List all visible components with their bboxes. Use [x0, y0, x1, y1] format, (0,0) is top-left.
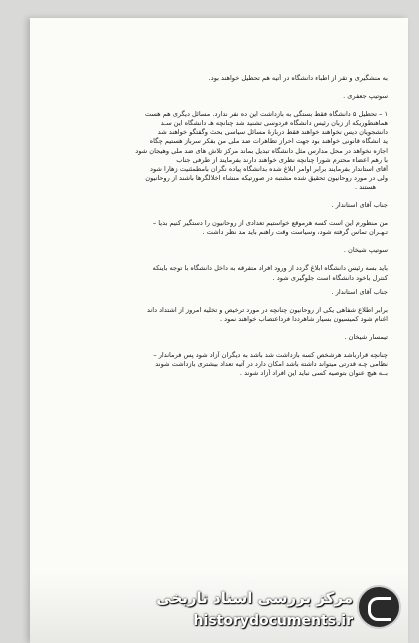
- text-line: هماهنطوریکه از زبان رئیس دانشگاه فردوسی تشنید شد چنانچه هـ دانشگاه این سـد: [160, 119, 388, 128]
- text-line: سوتیپ شیخان .: [343, 246, 388, 255]
- document-text: [50, 74, 388, 378]
- watermark-band: [30, 573, 408, 643]
- text-line: سوتیپ جعفری .: [343, 92, 388, 101]
- text-line: اجازه نخواهد در محل مدارس مثل دانشگاه تبدیل بماند مرکز تلاش های ضد ملی وهیجان شود: [135, 146, 388, 155]
- text-line: اغنام شود کمیسیون بسیار شاهرددا فرداعتصاب خواهند نمود .: [219, 314, 388, 323]
- text-line: ولی در مورد روحانیون تحقیق شده مشتبه در صورتیکه منشاء اخلالگرها باشند از روحانیون: [145, 173, 388, 182]
- text-line: با رهم اعضاء محترم شورا چنانچه نظری خواهند دارند بفرمایند از طرفی جناب: [176, 155, 388, 164]
- text-line: کنترل باخود دانشگاه است جلوگیری شود .: [272, 273, 388, 282]
- text-line: جناب آقای استاندار .: [331, 201, 388, 210]
- text-line: من منظورم این است کسه هرموقع خواستیم تعدادی از روحانیون را دستگیر کنیم بدیا –: [152, 219, 388, 228]
- document-page: [30, 18, 408, 643]
- text-line: برابر اطلاع شفاهی یکی از روحانیون چنانچه در مورد ترخیص و تخلیه امروز از اشتداد داند: [146, 305, 388, 314]
- text-line: باید بسه رئیس دانشگاه ابلاغ گردد از ورود افراد متفرقه به داخل دانشگاه با توجه باینکه: [152, 264, 388, 273]
- text-line: تیمسار شیخان .: [344, 332, 388, 341]
- text-line: دانشجویان دیس نخواهند خواهند فقط دربارهٔ مسائل سیاسی بحث وگفتگو خواهند شد: [157, 128, 388, 137]
- org-name: مرکز بررسی اسناد تاریخی: [156, 589, 353, 607]
- text-line: بــه هیچ عنوان بتوصیه کسی نباید این افراد آزاد شوند .: [239, 369, 388, 378]
- text-line: ید انشگاه قانونی خواهند بود جهت احراز تظاهرات ضد ملی من بفکر سرباز هستیم چگاه: [149, 137, 388, 146]
- text-line: ۱ – تحطیل ۵ دانشگاه فقط بستگی به بازداشت این ده نفر ندارد. مسائل دیگری هم هست: [144, 110, 388, 119]
- site-url: historydocuments.ir: [193, 613, 353, 629]
- text-line: هستند .: [355, 182, 376, 191]
- text-line: تـهـران تماس گرفته شود، وسیاست وقت راهنم باید مد نظر داشت .: [202, 228, 388, 237]
- text-line: به منشگیری و تقر از اطباء دانشگاه در آتیه هم تحطیل خواهند بود.: [208, 74, 388, 82]
- text-line: آقای استاندار بفرمایند برابر اوامر ابلاغ شده بدانشگاه پیاده نگران بامطمئنیت زهارا شود: [150, 164, 388, 173]
- text-line: جناب آقای استاندار .: [331, 287, 388, 296]
- text-line: نظامی چـه قدرتی میتواند داشته باشد امکان دارد در آتیه تعداد بیشتری بازداشت شوند: [155, 360, 388, 369]
- text-line: چنانچه قرارباشد هرشخص کسه بازداشت شد باشد به دیگران آزاد شود پس فرماندار –: [153, 350, 388, 359]
- archive-logo-icon: [357, 585, 401, 629]
